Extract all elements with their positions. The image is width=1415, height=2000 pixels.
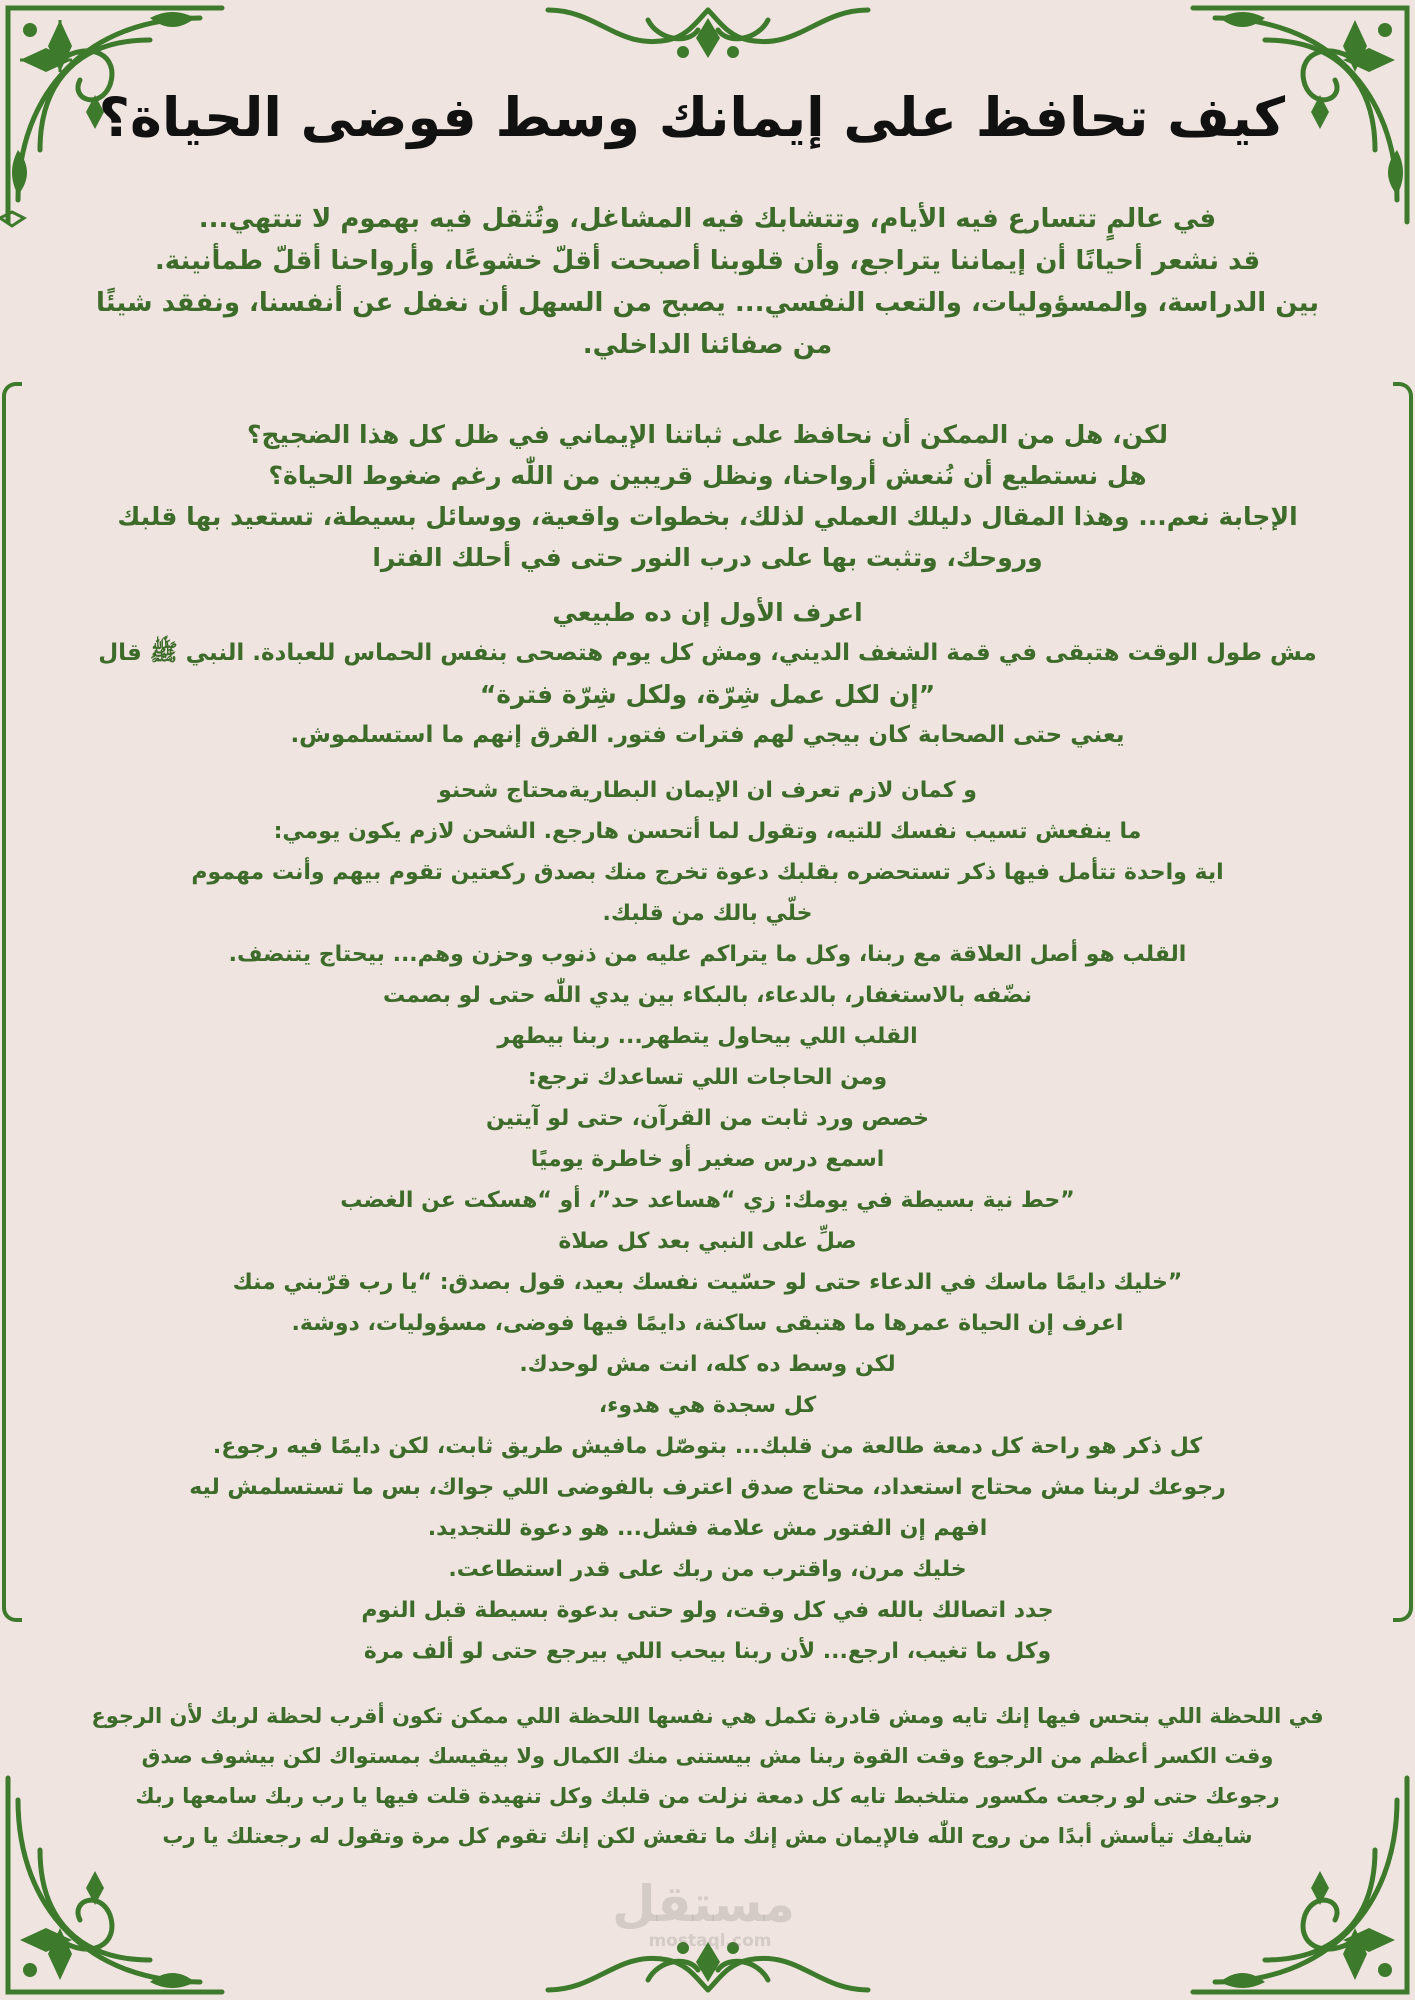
section-line: وكل ما تغيب، ارجع... لأن ربنا بيحب اللي بيرجع حتى لو ألف مرة	[363, 1639, 1052, 1664]
section-line: مش طول الوقت هتبقى في قمة الشغف الديني، ومش كل يوم هتصحى بنفس الحماس للعبادة. النبي ﷺ قال	[98, 640, 1317, 666]
section-line: رجوعك لربنا مش محتاج استعداد، محتاج صدق اعترف بالفوضى اللي جواك، بس ما تستسلمش ليه	[189, 1475, 1226, 1500]
section-heading-recharge: و كمان لازم تعرف ان الإيمان البطاريةمحتاج شحنو	[438, 778, 977, 803]
answer-line: وروحك، وتثبت بها على درب النور حتى في أحلك الفترا	[372, 543, 1043, 572]
intro-paragraph	[40, 198, 1375, 366]
section-line: ومن الحاجات اللي تساعدك ترجع:	[527, 1065, 888, 1090]
intro-line: من صفائنا الداخلي.	[582, 330, 833, 360]
closing-line: في اللحظة اللي بتحس فيها إنك تايه ومش قادرة تكمل هي نفسها اللحظة اللي ممكن تكون أقرب لحظة لربك لأن الرجوع	[91, 1704, 1324, 1728]
section-line: يعني حتى الصحابة كان بيجي لهم فترات فتور. الفرق إنهم ما استسلموش.	[290, 722, 1125, 748]
tip-item: اسمع درس صغير أو خاطرة يوميًا	[530, 1147, 885, 1172]
answer-line: الإجابة نعم... وهذا المقال دليلك العملي لذلك، بخطوات واقعية، ووسائل بسيطة، تستعيد بها قلبك	[117, 502, 1298, 531]
article-body	[14, 414, 1401, 1672]
closing-paragraph	[14, 1696, 1401, 1856]
section-line: خلّي بالك من قلبك.	[602, 901, 813, 926]
tip-item: ”خليك دايمًا ماسك في الدعاء حتى لو حسّيت نفسك بعيد، قول بصدق: “يا رب قرّبني منك	[232, 1270, 1183, 1295]
section-line: خليك مرن، واقترب من ربك على قدر استطاعت.	[448, 1557, 967, 1582]
section-line: القلب هو أصل العلاقة مع ربنا، وكل ما يتراكم عليه من ذنوب وحزن وهم... بيحتاج يتنضف.	[228, 942, 1187, 967]
section-line: ما ينفعش تسيب نفسك للتيه، وتقول لما أتحسن هارجع. الشحن لازم يكون يومي:	[273, 819, 1142, 844]
tip-item: ”حط نية بسيطة في يومك: زي “هساعد حد”، أو “هسكت عن الغضب	[340, 1188, 1075, 1213]
tip-item: صلِّ على النبي بعد كل صلاة	[558, 1229, 857, 1254]
section-line: القلب اللي بيحاول يتطهر... ربنا بيطهر	[497, 1024, 918, 1049]
section-line: جدد اتصالك بالله في كل وقت، ولو حتى بدعوة بسيطة قبل النوم	[361, 1598, 1054, 1623]
section-line: اية واحدة تتأمل فيها ذكر تستحضره بقلبك دعوة تخرج منك بصدق ركعتين تقوم بيهم وأنت مهموم	[191, 860, 1224, 885]
question-line: هل نستطيع أن نُنعش أرواحنا، ونظل قريبين من اللّٰه رغم ضغوط الحياة؟	[268, 461, 1147, 490]
section-line: نضّفه بالاستغفار، بالدعاء، بالبكاء بين يدي اللّٰه حتى لو بصمت	[383, 983, 1032, 1008]
section-line: كل سجدة هي هدوء،	[598, 1393, 817, 1418]
closing-line: وقت الكسر أعظم من الرجوع وقت القوة ربنا مش بيستنى منك الكمال ولا بيقيسك بمستواك لكن بيشوف صدق	[141, 1744, 1274, 1768]
section-line: اعرف إن الحياة عمرها ما هتبقى ساكنة، دايمًا فيها فوضى، مسؤوليات، دوشة.	[291, 1311, 1124, 1336]
closing-line: رجوعك حتى لو رجعت مكسور متلخبط تايه كل دمعة نزلت من قلبك وكل تنهيدة قلت فيها يا رب ربك سامعها ربك	[135, 1784, 1280, 1808]
top-swirl-ornament	[538, 0, 878, 70]
intro-line: قد نشعر أحيانًا أن إيماننا يتراجع، وأن قلوبنا أصبحت أقلّ خشوعًا، وأرواحنا أقلّ طمأنينة.	[154, 246, 1261, 276]
question-line: لكن، هل من الممكن أن نحافظ على ثباتنا الإيماني في ظل كل هذا الضجيج؟	[246, 420, 1169, 449]
tip-item: خصص ورد ثابت من القرآن، حتى لو آيتين	[486, 1106, 929, 1131]
watermark-arabic: مستقل	[612, 1875, 795, 1933]
intro-line: في عالمٍ تتسارع فيه الأيام، وتتشابك فيه المشاغل، وتُثقل فيه بهموم لا تنتهي...	[198, 204, 1217, 234]
section-line: لكن وسط ده كله، انت مش لوحدك.	[519, 1352, 896, 1377]
section-heading-natural: اعرف الأول إن ده طبيعي	[552, 598, 863, 627]
closing-line: شايفك تيأسش أبدًا من روح اللّٰه فالإيمان مش إنك ما تقعش لكن إنك تقوم كل مرة وتقول له رجعتلك يا رب	[162, 1824, 1253, 1848]
watermark-logo	[612, 1875, 795, 1951]
section-line: كل ذكر هو راحة كل دمعة طالعة من قلبك... بتوصّل مافيش طريق ثابت، لكن دايمًا فيه رجوع.	[212, 1434, 1203, 1459]
section-line: افهم إن الفتور مش علامة فشل... هو دعوة للتجديد.	[427, 1516, 988, 1541]
page-title: كيف تحافظ على إيمانك وسط فوضى الحياة؟	[98, 86, 1285, 149]
intro-line: بين الدراسة، والمسؤوليات، والتعب النفسي... يصبح من السهل أن نغفل عن أنفسنا، ونفقد شيئًا	[96, 288, 1319, 318]
hadith-quote: ”إن لكل عمل شِرّة، ولكل شِرّة فترة“	[479, 680, 936, 709]
watermark-latin: mostaql.com	[648, 1931, 772, 1951]
